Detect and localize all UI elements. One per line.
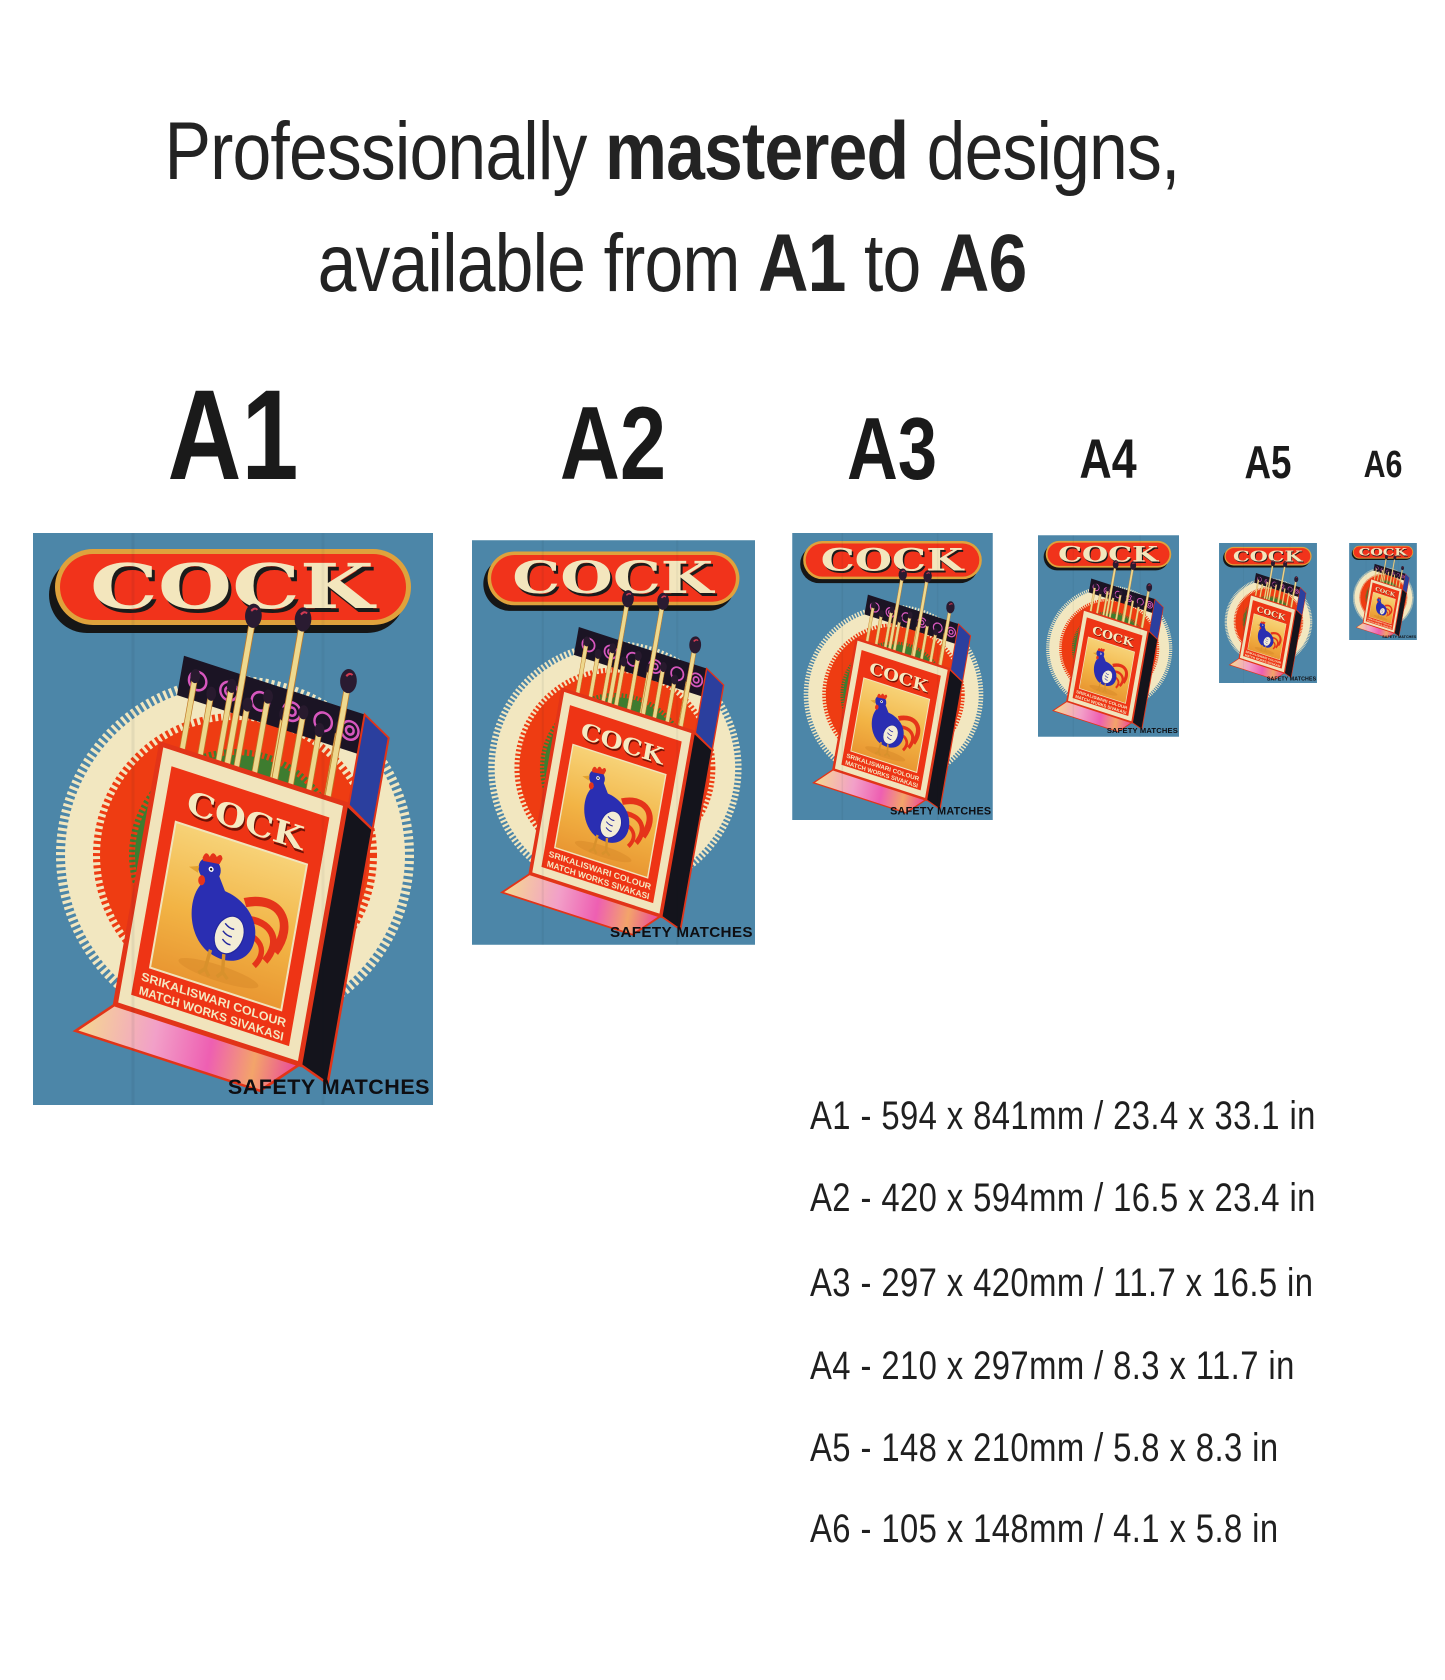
poster-a6-thumbnail [1349, 543, 1417, 640]
title-bold-mastered: mastered [605, 106, 909, 197]
poster-a3-thumbnail [792, 533, 993, 820]
page-title-line2 [101, 208, 1243, 320]
page-title [101, 96, 1243, 320]
size-label-a1: A1 [167, 364, 299, 507]
spec-line-a3: A3 - 297 x 420mm / 11.7 x 16.5 in [810, 1261, 1314, 1305]
size-label-a3: A3 [847, 399, 937, 498]
poster-a1-thumbnail [33, 533, 433, 1105]
spec-line-a5: A5 - 148 x 210mm / 5.8 x 8.3 in [810, 1426, 1279, 1470]
poster-a2-thumbnail [472, 540, 755, 945]
spec-line-a1: A1 - 594 x 841mm / 23.4 x 33.1 in [810, 1094, 1316, 1138]
size-label-a2: A2 [559, 386, 667, 502]
spec-line-a6: A6 - 105 x 148mm / 4.1 x 5.8 in [810, 1507, 1279, 1551]
poster-a5-thumbnail [1219, 543, 1317, 683]
title-text: to [845, 218, 939, 309]
title-text: available from [317, 218, 759, 309]
title-bold-a1: A1 [758, 218, 846, 309]
size-label-a5: A5 [1244, 436, 1292, 488]
title-bold-a6: A6 [938, 218, 1027, 309]
title-text: designs, [908, 106, 1180, 197]
page-title-line1 [101, 96, 1243, 208]
size-label-a4: A4 [1079, 427, 1137, 490]
title-text: Professionally [164, 106, 606, 197]
size-label-a6: A6 [1363, 444, 1403, 486]
poster-a4-thumbnail [1038, 535, 1179, 737]
spec-line-a2: A2 - 420 x 594mm / 16.5 x 23.4 in [810, 1176, 1316, 1220]
spec-line-a4: A4 - 210 x 297mm / 8.3 x 11.7 in [810, 1344, 1295, 1388]
